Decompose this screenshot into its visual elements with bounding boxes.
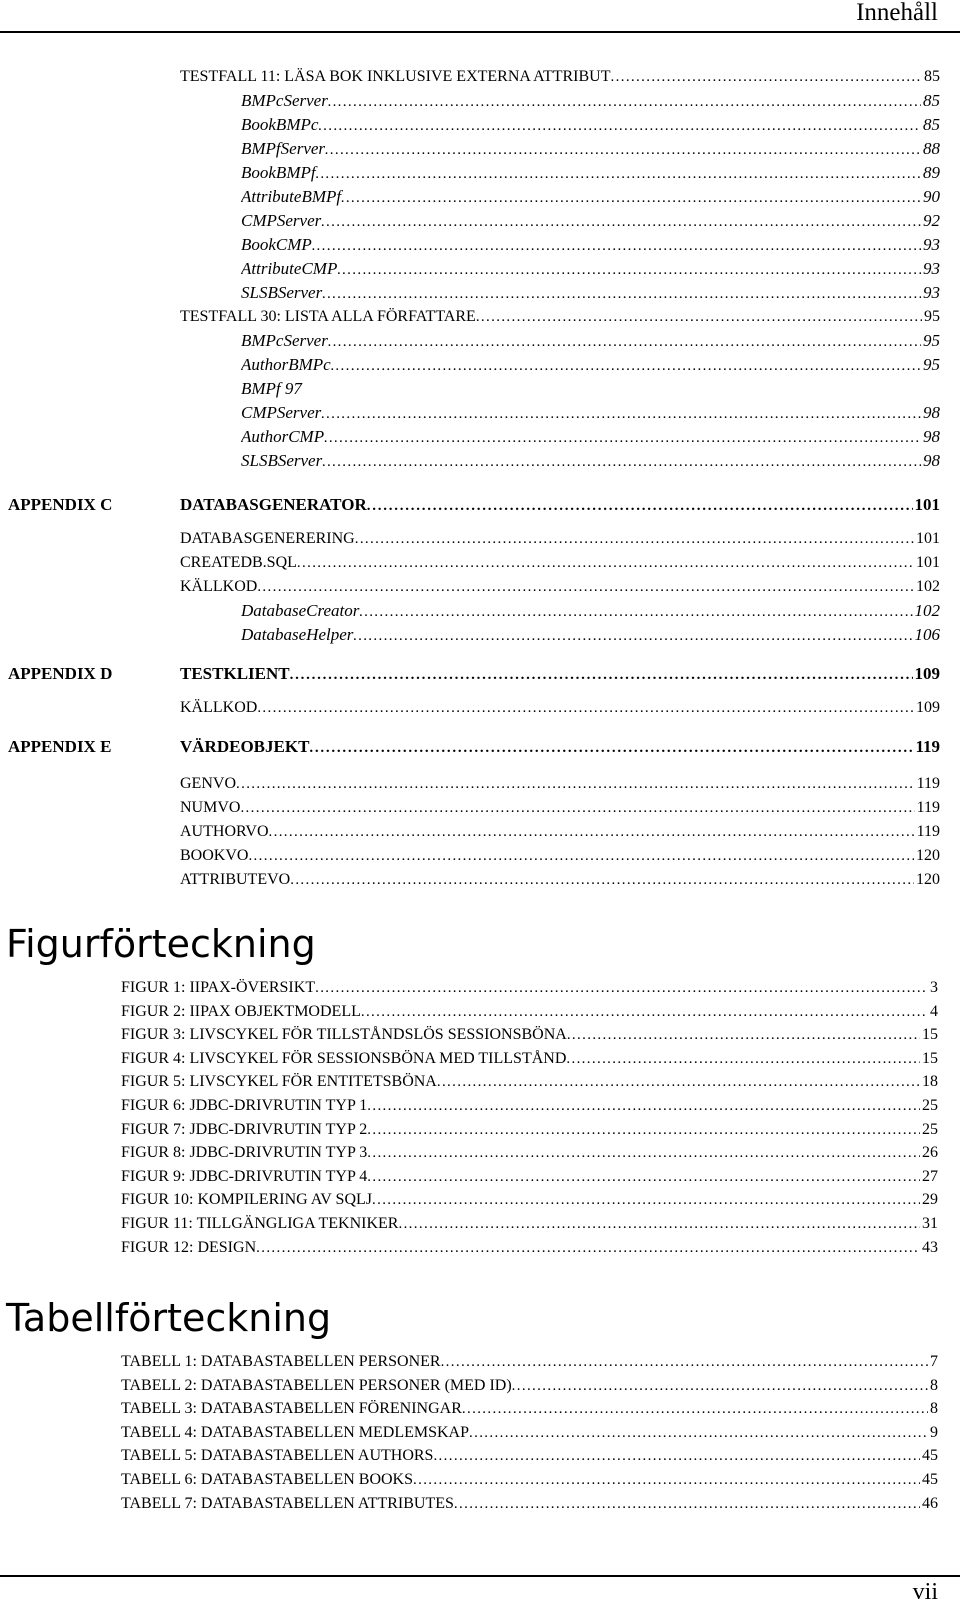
leader-dots — [359, 599, 912, 624]
leader-dots — [353, 623, 912, 648]
figure-list-item[interactable] — [121, 1094, 938, 1118]
toc-entry-page: 95 — [923, 355, 940, 374]
header-title: Innehåll — [856, 0, 938, 26]
figure-page: 26 — [922, 1144, 938, 1162]
leader-dots — [367, 491, 913, 520]
header-rule — [0, 31, 960, 33]
toc-entry-label: SLSBServer — [241, 451, 323, 470]
toc-entry-page: 98 — [923, 451, 940, 470]
toc-entry-subsection[interactable] — [241, 257, 940, 282]
toc-entry-subsection[interactable] — [241, 137, 940, 162]
figure-label: FIGUR 8: JDBC-DRIVRUTIN TYP 3 — [121, 1144, 368, 1162]
toc-entry-label: CREATEDB.SQL — [180, 554, 297, 571]
figure-list-item[interactable] — [121, 1118, 938, 1142]
leader-dots — [512, 1374, 928, 1398]
toc-entry-subsection[interactable] — [241, 401, 940, 426]
toc-entry-section[interactable] — [180, 527, 940, 551]
leader-dots — [257, 696, 914, 720]
leader-dots — [566, 1047, 920, 1071]
table-page: 7 — [930, 1353, 938, 1370]
appendix-page: 119 — [915, 737, 940, 756]
leader-dots — [240, 796, 914, 820]
toc-entry-subsection[interactable] — [241, 623, 940, 648]
leader-dots — [321, 209, 921, 234]
toc-entry-page: 95 — [924, 308, 940, 325]
figure-list-item[interactable] — [121, 1047, 938, 1071]
toc-entry-section[interactable] — [180, 551, 940, 575]
toc-entry-page: 102 — [914, 601, 940, 620]
toc-entry-page: 93 — [923, 283, 940, 302]
leader-dots — [257, 575, 914, 599]
leader-dots — [454, 1492, 920, 1516]
leader-dots — [297, 551, 914, 575]
table-list-item[interactable] — [121, 1468, 938, 1492]
figure-list-item[interactable] — [121, 976, 938, 1000]
toc-entry-subsection[interactable] — [241, 185, 940, 210]
appendix-row[interactable] — [8, 491, 940, 519]
leader-dots — [372, 1188, 920, 1212]
table-list-item[interactable] — [121, 1492, 938, 1516]
toc-entry-label: BMPcServer — [241, 91, 328, 110]
page-header — [0, 0, 938, 32]
leader-dots — [355, 527, 914, 551]
toc-entry-subsection[interactable] — [241, 449, 940, 474]
toc-entry-page: 85 — [923, 91, 940, 110]
figure-list-item[interactable] — [121, 1023, 938, 1047]
toc-entry-label: AuthorCMP — [241, 427, 325, 446]
figure-page: 27 — [922, 1167, 938, 1185]
toc-entry-label: BookCMP — [241, 235, 312, 254]
toc-entry-page: 98 — [923, 403, 940, 422]
toc-entry-subsection[interactable] — [241, 233, 940, 258]
leader-dots — [312, 233, 921, 258]
figure-page: 4 — [930, 1002, 938, 1020]
leader-dots — [367, 1094, 920, 1118]
leader-dots — [328, 329, 921, 354]
leader-dots — [361, 1000, 928, 1024]
toc-entry-label: TESTFALL 30: LISTA ALLA FÖRFATTARE — [180, 308, 476, 325]
leader-dots — [256, 1236, 920, 1260]
toc-entry-section[interactable] — [180, 820, 940, 844]
table-page: 45 — [922, 1447, 938, 1465]
toc-entry-label: CMPServer — [241, 403, 322, 422]
toc-entry-page: 85 — [923, 115, 940, 134]
figure-list-heading: Figurförteckning — [6, 922, 316, 966]
toc-entry-label: BMPcServer — [241, 331, 328, 350]
appendix-title: VÄRDEOBJEKT — [180, 737, 310, 756]
toc-entry-label: DATABASGENERERING — [180, 530, 355, 547]
toc-entry-page: 101 — [916, 530, 940, 547]
table-label: TABELL 4: DATABASTABELLEN MEDLEMSKAP — [121, 1423, 469, 1441]
leader-dots — [324, 425, 921, 450]
table-list-item[interactable] — [121, 1374, 938, 1398]
figure-list-item[interactable] — [121, 1236, 938, 1260]
appendix-title: DATABASGENERATOR — [180, 495, 367, 514]
figure-label: FIGUR 12: DESIGN — [121, 1238, 257, 1256]
figure-page: 15 — [922, 1049, 938, 1067]
leader-dots — [316, 161, 921, 186]
toc-entry-subsection[interactable] — [241, 353, 940, 378]
toc-entry-label: ATTRIBUTEVO — [180, 871, 291, 888]
leader-dots — [248, 844, 914, 868]
toc-entry-label: BMPf 97 — [241, 379, 302, 398]
toc-entry-label: BookBMPf — [241, 163, 316, 182]
leader-dots — [290, 660, 913, 689]
toc-entry-label: DatabaseCreator — [241, 601, 360, 620]
toc-entry-page: 119 — [916, 775, 940, 792]
footer-rule — [0, 1575, 960, 1577]
toc-entry-label: GENVO — [180, 775, 236, 792]
toc-entry-page: 90 — [923, 187, 940, 206]
table-list-heading: Tabellförteckning — [6, 1296, 332, 1340]
toc-entry-page: 95 — [923, 331, 940, 350]
toc-entry-page: 119 — [916, 799, 940, 816]
leader-dots — [433, 1444, 920, 1468]
table-page: 46 — [922, 1494, 938, 1512]
figure-label: FIGUR 4: LIVSCYKEL FÖR SESSIONSBÖNA MED TILLSTÅND — [121, 1049, 567, 1067]
figure-label: FIGUR 2: IIPAX OBJEKTMODELL — [121, 1002, 361, 1020]
toc-entry-label: BookBMPc — [241, 115, 319, 134]
leader-dots — [476, 305, 922, 329]
leader-dots — [290, 868, 914, 892]
table-page: 45 — [922, 1471, 938, 1488]
table-list-item[interactable] — [121, 1421, 938, 1445]
toc-entry-label: KÄLLKOD — [180, 699, 258, 716]
leader-dots — [437, 1070, 920, 1094]
leader-dots — [322, 449, 921, 474]
leader-dots — [367, 1165, 920, 1189]
toc-entry-page: 92 — [923, 211, 940, 230]
toc-entry-label: AttributeCMP — [241, 259, 338, 278]
leader-dots — [328, 89, 921, 114]
toc-entry-section[interactable] — [180, 796, 940, 820]
leader-dots — [413, 1468, 920, 1492]
toc-entry-page: 102 — [916, 578, 940, 595]
figure-page: 29 — [922, 1191, 938, 1209]
leader-dots — [398, 1212, 920, 1236]
leader-dots — [367, 1118, 920, 1142]
toc-entry-subsection[interactable] — [241, 113, 940, 138]
appendix-page: 109 — [914, 664, 940, 683]
leader-dots — [236, 772, 915, 796]
appendix-id: APPENDIX C — [8, 495, 113, 514]
toc-entry-subsection[interactable] — [241, 161, 940, 186]
figure-list-item[interactable] — [121, 1000, 938, 1024]
toc-entry-label: NUMVO — [180, 799, 241, 816]
figure-list-item[interactable] — [121, 1165, 938, 1189]
toc-entry-subsection[interactable] — [241, 281, 940, 306]
table-label: TABELL 6: DATABASTABELLEN BOOKS — [121, 1471, 413, 1488]
table-list-item[interactable] — [121, 1397, 938, 1421]
toc-entry-label: TESTFALL 11: LÄSA BOK INKLUSIVE EXTERNA ATTRIBUT — [180, 68, 611, 85]
toc-entry-label: AttributeBMPf — [241, 187, 342, 206]
toc-entry-section[interactable] — [180, 868, 940, 892]
figure-label: FIGUR 7: JDBC-DRIVRUTIN TYP 2 — [121, 1120, 368, 1138]
toc-entry-section[interactable] — [180, 65, 940, 89]
leader-dots — [341, 185, 921, 210]
toc-entry-subsection[interactable] — [241, 377, 940, 401]
table-label: TABELL 5: DATABASTABELLEN AUTHORS — [121, 1447, 434, 1465]
toc-entry-label: CMPServer — [241, 211, 322, 230]
figure-page: 25 — [922, 1120, 938, 1138]
table-list-item[interactable] — [121, 1444, 938, 1468]
table-page: 9 — [930, 1423, 938, 1441]
leader-dots — [269, 820, 915, 844]
table-page: 8 — [930, 1400, 938, 1418]
figure-page: 15 — [922, 1026, 938, 1044]
toc-entry-page: 106 — [914, 625, 940, 644]
leader-dots — [441, 1350, 928, 1374]
figure-page: 25 — [922, 1097, 938, 1114]
toc-entry-page: 120 — [916, 871, 940, 888]
toc-entry-page: 93 — [923, 235, 940, 254]
figure-label: FIGUR 3: LIVSCYKEL FÖR TILLSTÅNDSLÖS SESSIONSBÖNA — [121, 1026, 567, 1044]
toc-entry-page: 85 — [924, 68, 940, 85]
figure-list-item[interactable] — [121, 1188, 938, 1212]
appendix-title: TESTKLIENT — [180, 664, 290, 683]
toc-entry-label: KÄLLKOD — [180, 578, 258, 595]
table-label: TABELL 3: DATABASTABELLEN FÖRENINGAR — [121, 1400, 462, 1418]
toc-entry-subsection[interactable] — [241, 329, 940, 354]
toc-entry-label: BMPfServer — [241, 139, 326, 158]
appendix-row[interactable] — [8, 660, 940, 688]
toc-entry-label: DatabaseHelper — [241, 625, 354, 644]
toc-entry-subsection[interactable] — [241, 425, 940, 450]
toc-entry-section[interactable] — [180, 772, 940, 796]
leader-dots — [331, 353, 921, 378]
figure-label: FIGUR 6: JDBC-DRIVRUTIN TYP 1 — [121, 1097, 368, 1114]
toc-entry-subsection[interactable] — [241, 209, 940, 234]
toc-entry-label: AUTHORVO — [180, 823, 269, 840]
appendix-page: 101 — [914, 495, 940, 514]
toc-entry-page: 93 — [923, 259, 940, 278]
figure-label: FIGUR 11: TILLGÄNGLIGA TEKNIKER — [121, 1215, 399, 1232]
figure-list-item[interactable] — [121, 1141, 938, 1165]
figure-label: FIGUR 1: IIPAX-ÖVERSIKT — [121, 979, 316, 996]
appendix-row[interactable] — [8, 733, 940, 761]
leader-dots — [337, 257, 921, 282]
leader-dots — [567, 1023, 920, 1047]
figure-list-item[interactable] — [121, 1212, 938, 1236]
toc-entry-page: 88 — [923, 139, 940, 158]
leader-dots — [469, 1421, 928, 1445]
appendix-id: APPENDIX E — [8, 737, 112, 756]
figure-page: 3 — [930, 979, 938, 996]
leader-dots — [325, 137, 921, 162]
table-label: TABELL 2: DATABASTABELLEN PERSONER (MED ID) — [121, 1376, 512, 1394]
leader-dots — [315, 976, 928, 1000]
toc-entry-page: 101 — [916, 554, 940, 571]
appendix-id: APPENDIX D — [8, 664, 113, 683]
toc-entry-label: SLSBServer — [241, 283, 323, 302]
toc-entry-section[interactable] — [180, 575, 940, 599]
table-page: 8 — [930, 1376, 938, 1394]
table-label: TABELL 7: DATABASTABELLEN ATTRIBUTES — [121, 1494, 454, 1512]
figure-page: 18 — [922, 1073, 938, 1091]
toc-entry-page: 119 — [916, 823, 940, 840]
toc-entry-label: AuthorBMPc — [241, 355, 331, 374]
toc-entry-page: 109 — [916, 699, 940, 716]
toc-entry-section[interactable] — [180, 696, 940, 720]
toc-entry-subsection[interactable] — [241, 599, 940, 624]
leader-dots — [318, 113, 921, 138]
toc-entry-section[interactable] — [180, 844, 940, 868]
leader-dots — [462, 1397, 928, 1421]
leader-dots — [322, 281, 921, 306]
figure-page: 43 — [922, 1238, 938, 1256]
figure-list-item[interactable] — [121, 1070, 938, 1094]
figure-page: 31 — [922, 1215, 938, 1232]
page-number: vii — [912, 1579, 938, 1605]
figure-label: FIGUR 10: KOMPILERING AV SQLJ — [121, 1191, 372, 1209]
leader-dots — [611, 65, 922, 89]
toc-entry-page: 98 — [923, 427, 940, 446]
toc-entry-page: 120 — [916, 847, 940, 864]
leader-dots — [367, 1141, 920, 1165]
leader-dots — [321, 401, 921, 426]
toc-entry-page: 89 — [923, 163, 940, 182]
toc-entry-section[interactable] — [180, 305, 940, 329]
toc-entry-subsection[interactable] — [241, 89, 940, 114]
figure-label: FIGUR 5: LIVSCYKEL FÖR ENTITETSBÖNA — [121, 1073, 437, 1091]
leader-dots — [309, 733, 913, 762]
table-label: TABELL 1: DATABASTABELLEN PERSONER — [121, 1353, 441, 1370]
figure-label: FIGUR 9: JDBC-DRIVRUTIN TYP 4 — [121, 1167, 368, 1185]
toc-entry-label: BOOKVO — [180, 847, 249, 864]
table-list-item[interactable] — [121, 1350, 938, 1374]
